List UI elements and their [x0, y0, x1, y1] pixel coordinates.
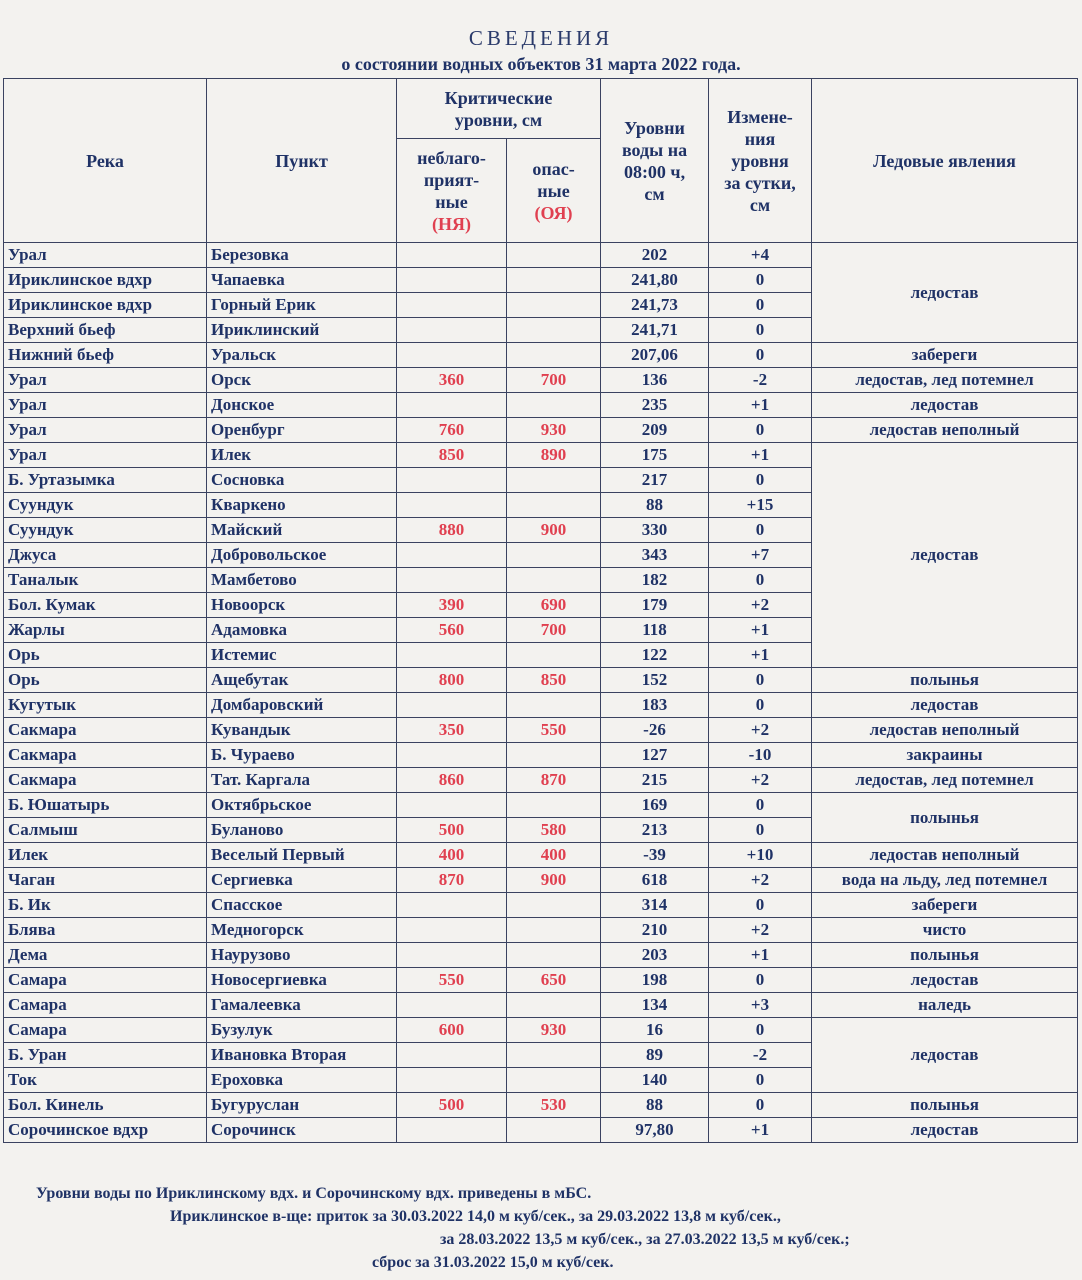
unfavorable-level-cell: [397, 993, 507, 1018]
unfavorable-level-cell: [397, 1043, 507, 1068]
change-header-line5: см: [749, 194, 771, 215]
river-cell: Урал: [4, 443, 207, 468]
level-change-cell: 0: [709, 818, 812, 843]
col-point-header: Пункт: [207, 79, 397, 243]
dangerous-level-cell: [507, 743, 601, 768]
level-change-cell: -2: [709, 1043, 812, 1068]
water-level-cell: 207,06: [601, 343, 709, 368]
dangerous-level-cell: [507, 393, 601, 418]
water-level-cell: 122: [601, 643, 709, 668]
ice-phenomena-cell: ледостав неполный: [812, 718, 1078, 743]
river-cell: Урал: [4, 418, 207, 443]
river-cell: Бол. Кинель: [4, 1093, 207, 1118]
document-title: СВЕДЕНИЯ: [468, 26, 614, 50]
water-level-cell: 330: [601, 518, 709, 543]
level-change-cell: -2: [709, 368, 812, 393]
critical-header-line1: Критические: [444, 87, 553, 108]
table-row: [4, 418, 1078, 443]
note-line-4: сброс за 31.03.2022 15,0 м куб/сек.: [372, 1254, 614, 1271]
point-cell: Буланово: [207, 818, 397, 843]
unfavorable-level-cell: [397, 318, 507, 343]
level-change-cell: -10: [709, 743, 812, 768]
table-row: [4, 868, 1078, 893]
point-cell: Б. Чураево: [207, 743, 397, 768]
level-header-line2: воды на: [621, 139, 688, 160]
point-cell: Оренбург: [207, 418, 397, 443]
ice-phenomena-cell: ледостав: [812, 443, 1078, 668]
level-change-cell: 0: [709, 568, 812, 593]
dangerous-level-cell: 580: [507, 818, 601, 843]
unfavorable-level-cell: 390: [397, 593, 507, 618]
level-change-cell: +3: [709, 993, 812, 1018]
river-cell: Б. Уран: [4, 1043, 207, 1068]
table-row: [4, 343, 1078, 368]
dangerous-level-cell: 900: [507, 518, 601, 543]
level-change-cell: +1: [709, 393, 812, 418]
water-level-cell: 209: [601, 418, 709, 443]
point-cell: Ивановка Вторая: [207, 1043, 397, 1068]
unfavorable-level-cell: [397, 1118, 507, 1143]
col-dangerous-header: [507, 139, 601, 243]
point-cell: Кувандык: [207, 718, 397, 743]
unfavorable-level-cell: 500: [397, 818, 507, 843]
point-cell: Веселый Первый: [207, 843, 397, 868]
water-level-cell: 210: [601, 918, 709, 943]
unfavorable-level-cell: 360: [397, 368, 507, 393]
water-level-cell: 118: [601, 618, 709, 643]
unfavorable-level-cell: 870: [397, 868, 507, 893]
change-header-line4: за сутки,: [724, 172, 796, 193]
unfavorable-level-cell: [397, 943, 507, 968]
dangerous-level-cell: 930: [507, 418, 601, 443]
point-cell: Ащебутак: [207, 668, 397, 693]
point-cell: Истемис: [207, 643, 397, 668]
table-row: [4, 843, 1078, 868]
river-cell: Орь: [4, 668, 207, 693]
water-level-cell: 88: [601, 493, 709, 518]
river-cell: Джуса: [4, 543, 207, 568]
water-levels-body: [4, 243, 1078, 1143]
river-cell: Салмыш: [4, 818, 207, 843]
point-cell: Добровольское: [207, 543, 397, 568]
level-change-cell: +2: [709, 593, 812, 618]
point-cell: Илек: [207, 443, 397, 468]
point-cell: Майский: [207, 518, 397, 543]
point-cell: Ириклинский: [207, 318, 397, 343]
river-cell: Самара: [4, 968, 207, 993]
change-header-line1: Измене-: [727, 106, 793, 127]
table-row: [4, 793, 1078, 818]
water-level-cell: 241,80: [601, 268, 709, 293]
level-header-line1: Уровни: [624, 117, 685, 138]
river-cell: Суундук: [4, 493, 207, 518]
water-level-cell: -39: [601, 843, 709, 868]
dangerous-level-cell: [507, 793, 601, 818]
unfavorable-level-cell: [397, 1068, 507, 1093]
dangerous-level-cell: 550: [507, 718, 601, 743]
river-cell: Верхний бьеф: [4, 318, 207, 343]
point-cell: Адамовка: [207, 618, 397, 643]
ice-phenomena-cell: полынья: [812, 1093, 1078, 1118]
ice-phenomena-cell: ледостав: [812, 393, 1078, 418]
point-cell: Орск: [207, 368, 397, 393]
level-change-cell: 0: [709, 968, 812, 993]
table-row: [4, 943, 1078, 968]
river-cell: Чаган: [4, 868, 207, 893]
dangerous-level-cell: 890: [507, 443, 601, 468]
unfavorable-level-cell: 600: [397, 1018, 507, 1043]
level-change-cell: 0: [709, 468, 812, 493]
col-unfavorable-header: [397, 139, 507, 243]
unfavorable-level-cell: [397, 643, 507, 668]
dangerous-level-cell: [507, 943, 601, 968]
unfavorable-level-cell: 560: [397, 618, 507, 643]
water-level-cell: 89: [601, 1043, 709, 1068]
dangerous-level-cell: [507, 268, 601, 293]
river-cell: Сакмара: [4, 718, 207, 743]
level-change-cell: 0: [709, 418, 812, 443]
dangerous-level-cell: 690: [507, 593, 601, 618]
water-level-cell: 179: [601, 593, 709, 618]
unfav-header-line2: прият-: [423, 169, 480, 190]
ice-phenomena-cell: чисто: [812, 918, 1078, 943]
change-header-line2: ния: [744, 128, 776, 149]
level-change-cell: +1: [709, 1118, 812, 1143]
level-header-line4: см: [644, 183, 665, 204]
river-cell: Орь: [4, 643, 207, 668]
dangerous-level-cell: [507, 318, 601, 343]
dangerous-level-cell: [507, 918, 601, 943]
point-cell: Октябрьское: [207, 793, 397, 818]
point-cell: Мамбетово: [207, 568, 397, 593]
level-change-cell: 0: [709, 893, 812, 918]
river-cell: Дема: [4, 943, 207, 968]
unfavorable-level-cell: [397, 918, 507, 943]
ice-phenomena-cell: закраины: [812, 743, 1078, 768]
river-cell: Самара: [4, 993, 207, 1018]
water-levels-table: [3, 78, 1078, 1143]
ice-phenomena-cell: наледь: [812, 993, 1078, 1018]
unfavorable-level-cell: 860: [397, 768, 507, 793]
water-level-cell: 213: [601, 818, 709, 843]
level-change-cell: 0: [709, 293, 812, 318]
table-row: [4, 393, 1078, 418]
water-level-cell: 235: [601, 393, 709, 418]
unfavorable-level-cell: [397, 468, 507, 493]
level-change-cell: 0: [709, 343, 812, 368]
unfav-header-line1: неблаго-: [417, 147, 486, 168]
point-cell: Сосновка: [207, 468, 397, 493]
river-cell: Ток: [4, 1068, 207, 1093]
water-level-cell: -26: [601, 718, 709, 743]
point-cell: Тат. Каргала: [207, 768, 397, 793]
river-cell: Сакмара: [4, 743, 207, 768]
table-row: [4, 768, 1078, 793]
document-subtitle: о состоянии водных объектов 31 марта 2022 года.: [341, 54, 741, 74]
point-cell: Чапаевка: [207, 268, 397, 293]
river-cell: Илек: [4, 843, 207, 868]
level-change-cell: 0: [709, 1068, 812, 1093]
change-header-line3: уровня: [731, 150, 789, 171]
dangerous-level-cell: 900: [507, 868, 601, 893]
water-level-cell: 217: [601, 468, 709, 493]
table-row: [4, 968, 1078, 993]
note-line-2: Ириклинское в-ще: приток за 30.03.2022 14,0 м куб/сек., за 29.03.2022 13,8 м куб/сек.,: [170, 1208, 781, 1225]
point-cell: Донское: [207, 393, 397, 418]
table-row: [4, 443, 1078, 468]
point-cell: Спасское: [207, 893, 397, 918]
table-row: [4, 743, 1078, 768]
dangerous-level-cell: [507, 493, 601, 518]
table-row: [4, 993, 1078, 1018]
river-cell: Кугутык: [4, 693, 207, 718]
danger-header-line1: опас-: [532, 158, 575, 179]
river-cell: Таналык: [4, 568, 207, 593]
water-level-cell: 618: [601, 868, 709, 893]
level-change-cell: 0: [709, 1093, 812, 1118]
unfavorable-level-cell: [397, 268, 507, 293]
water-level-cell: 182: [601, 568, 709, 593]
unfavorable-level-cell: [397, 743, 507, 768]
river-cell: Ириклинское вдхр: [4, 293, 207, 318]
dangerous-level-cell: [507, 293, 601, 318]
unfavorable-level-cell: [397, 243, 507, 268]
dangerous-level-cell: [507, 693, 601, 718]
level-header-line3: 08:00 ч,: [623, 161, 686, 182]
river-cell: Бол. Кумак: [4, 593, 207, 618]
unfavorable-level-cell: [397, 693, 507, 718]
level-change-cell: +4: [709, 243, 812, 268]
point-cell: Гамалеевка: [207, 993, 397, 1018]
river-cell: Урал: [4, 368, 207, 393]
dangerous-level-cell: [507, 243, 601, 268]
dangerous-level-cell: [507, 643, 601, 668]
river-cell: Б. Уртазымка: [4, 468, 207, 493]
ice-phenomena-cell: забереги: [812, 343, 1078, 368]
river-cell: Урал: [4, 393, 207, 418]
dangerous-level-cell: 400: [507, 843, 601, 868]
ice-phenomena-cell: забереги: [812, 893, 1078, 918]
level-change-cell: 0: [709, 668, 812, 693]
river-cell: Суундук: [4, 518, 207, 543]
ice-phenomena-cell: вода на льду, лед потемнел: [812, 868, 1078, 893]
point-cell: Новосергиевка: [207, 968, 397, 993]
ice-phenomena-cell: ледостав: [812, 243, 1078, 343]
level-change-cell: +1: [709, 643, 812, 668]
water-level-cell: 140: [601, 1068, 709, 1093]
level-change-cell: +1: [709, 443, 812, 468]
river-cell: Б. Юшатырь: [4, 793, 207, 818]
water-level-cell: 241,71: [601, 318, 709, 343]
unfavorable-level-cell: 850: [397, 443, 507, 468]
ice-phenomena-cell: ледостав: [812, 1118, 1078, 1143]
point-cell: Кваркено: [207, 493, 397, 518]
water-level-cell: 16: [601, 1018, 709, 1043]
table-row: [4, 893, 1078, 918]
unfavorable-level-cell: [397, 793, 507, 818]
dangerous-level-cell: 870: [507, 768, 601, 793]
water-level-cell: 203: [601, 943, 709, 968]
table-row: [4, 693, 1078, 718]
unfavorable-level-cell: 550: [397, 968, 507, 993]
level-change-cell: +1: [709, 943, 812, 968]
river-cell: Сорочинское вдхр: [4, 1118, 207, 1143]
table-row: [4, 243, 1078, 268]
col-critical-header: [397, 79, 601, 139]
unfavorable-level-cell: [397, 493, 507, 518]
level-change-cell: +2: [709, 768, 812, 793]
unfavorable-level-cell: 350: [397, 718, 507, 743]
point-cell: Бузулук: [207, 1018, 397, 1043]
dangerous-level-cell: [507, 343, 601, 368]
level-change-cell: 0: [709, 518, 812, 543]
point-cell: Домбаровский: [207, 693, 397, 718]
unfavorable-level-cell: [397, 568, 507, 593]
water-level-cell: 183: [601, 693, 709, 718]
water-level-cell: 136: [601, 368, 709, 393]
unfavorable-level-cell: [397, 543, 507, 568]
unfavorable-level-cell: [397, 343, 507, 368]
level-change-cell: +2: [709, 868, 812, 893]
unfavorable-level-cell: [397, 893, 507, 918]
ice-phenomena-cell: ледостав, лед потемнел: [812, 768, 1078, 793]
point-cell: Новоорск: [207, 593, 397, 618]
river-cell: Сакмара: [4, 768, 207, 793]
level-change-cell: +2: [709, 718, 812, 743]
danger-header-code: (ОЯ): [534, 202, 573, 223]
water-level-cell: 152: [601, 668, 709, 693]
water-level-cell: 97,80: [601, 1118, 709, 1143]
water-level-cell: 134: [601, 993, 709, 1018]
level-change-cell: +15: [709, 493, 812, 518]
unfav-header-line3: ные: [435, 191, 468, 212]
danger-header-line2: ные: [537, 180, 570, 201]
unfavorable-level-cell: 400: [397, 843, 507, 868]
point-cell: Уральск: [207, 343, 397, 368]
dangerous-level-cell: 700: [507, 618, 601, 643]
unfavorable-level-cell: 880: [397, 518, 507, 543]
dangerous-level-cell: [507, 1118, 601, 1143]
dangerous-level-cell: 650: [507, 968, 601, 993]
ice-phenomena-cell: полынья: [812, 943, 1078, 968]
ice-phenomena-cell: полынья: [812, 668, 1078, 693]
water-level-cell: 198: [601, 968, 709, 993]
col-river-header: Река: [4, 79, 207, 243]
level-change-cell: +2: [709, 918, 812, 943]
note-line-1: Уровни воды по Ириклинскому вдх. и Сорочинскому вдх. приведены в мБС.: [36, 1185, 592, 1202]
ice-phenomena-cell: ледостав: [812, 1018, 1078, 1093]
dangerous-level-cell: 530: [507, 1093, 601, 1118]
water-level-cell: 215: [601, 768, 709, 793]
table-row: [4, 1018, 1078, 1043]
river-cell: Блява: [4, 918, 207, 943]
note-line-3: за 28.03.2022 13,5 м куб/сек., за 27.03.2022 13,5 м куб/сек.;: [440, 1231, 850, 1248]
table-row: [4, 368, 1078, 393]
unfavorable-level-cell: [397, 293, 507, 318]
water-level-cell: 169: [601, 793, 709, 818]
table-row: [4, 718, 1078, 743]
ice-phenomena-cell: ледостав: [812, 693, 1078, 718]
water-level-cell: 343: [601, 543, 709, 568]
unfavorable-level-cell: 800: [397, 668, 507, 693]
unfavorable-level-cell: 500: [397, 1093, 507, 1118]
ice-phenomena-cell: ледостав неполный: [812, 418, 1078, 443]
level-change-cell: 0: [709, 318, 812, 343]
level-change-cell: +7: [709, 543, 812, 568]
critical-header-line2: уровни, см: [454, 109, 543, 130]
water-level-cell: 175: [601, 443, 709, 468]
water-level-cell: 202: [601, 243, 709, 268]
river-cell: Урал: [4, 243, 207, 268]
point-cell: Березовка: [207, 243, 397, 268]
level-change-cell: 0: [709, 793, 812, 818]
dangerous-level-cell: [507, 568, 601, 593]
dangerous-level-cell: [507, 1068, 601, 1093]
unfavorable-level-cell: 760: [397, 418, 507, 443]
table-row: [4, 668, 1078, 693]
level-change-cell: 0: [709, 693, 812, 718]
unfavorable-level-cell: [397, 393, 507, 418]
table-row: [4, 918, 1078, 943]
unfav-header-code: (НЯ): [432, 213, 471, 234]
point-cell: Бугуруслан: [207, 1093, 397, 1118]
dangerous-level-cell: [507, 1043, 601, 1068]
dangerous-level-cell: [507, 993, 601, 1018]
ice-phenomena-cell: ледостав, лед потемнел: [812, 368, 1078, 393]
level-change-cell: +10: [709, 843, 812, 868]
col-change-header: [709, 79, 812, 243]
dangerous-level-cell: [507, 893, 601, 918]
water-level-cell: 88: [601, 1093, 709, 1118]
point-cell: Сергиевка: [207, 868, 397, 893]
ice-phenomena-cell: ледостав: [812, 968, 1078, 993]
river-cell: Самара: [4, 1018, 207, 1043]
river-cell: Нижний бьеф: [4, 343, 207, 368]
river-cell: Б. Ик: [4, 893, 207, 918]
river-cell: Ириклинское вдхр: [4, 268, 207, 293]
point-cell: Ероховка: [207, 1068, 397, 1093]
point-cell: Горный Ерик: [207, 293, 397, 318]
col-ice-header: Ледовые явления: [812, 79, 1078, 243]
river-cell: Жарлы: [4, 618, 207, 643]
col-level-header: [601, 79, 709, 243]
dangerous-level-cell: 700: [507, 368, 601, 393]
water-level-cell: 127: [601, 743, 709, 768]
level-change-cell: 0: [709, 268, 812, 293]
dangerous-level-cell: [507, 543, 601, 568]
table-row: [4, 1118, 1078, 1143]
point-cell: Сорочинск: [207, 1118, 397, 1143]
point-cell: Медногорск: [207, 918, 397, 943]
dangerous-level-cell: 850: [507, 668, 601, 693]
point-cell: Наурузово: [207, 943, 397, 968]
table-row: [4, 1093, 1078, 1118]
level-change-cell: +1: [709, 618, 812, 643]
dangerous-level-cell: 930: [507, 1018, 601, 1043]
dangerous-level-cell: [507, 468, 601, 493]
level-change-cell: 0: [709, 1018, 812, 1043]
ice-phenomena-cell: полынья: [812, 793, 1078, 843]
water-level-cell: 241,73: [601, 293, 709, 318]
ice-phenomena-cell: ледостав неполный: [812, 843, 1078, 868]
water-level-cell: 314: [601, 893, 709, 918]
